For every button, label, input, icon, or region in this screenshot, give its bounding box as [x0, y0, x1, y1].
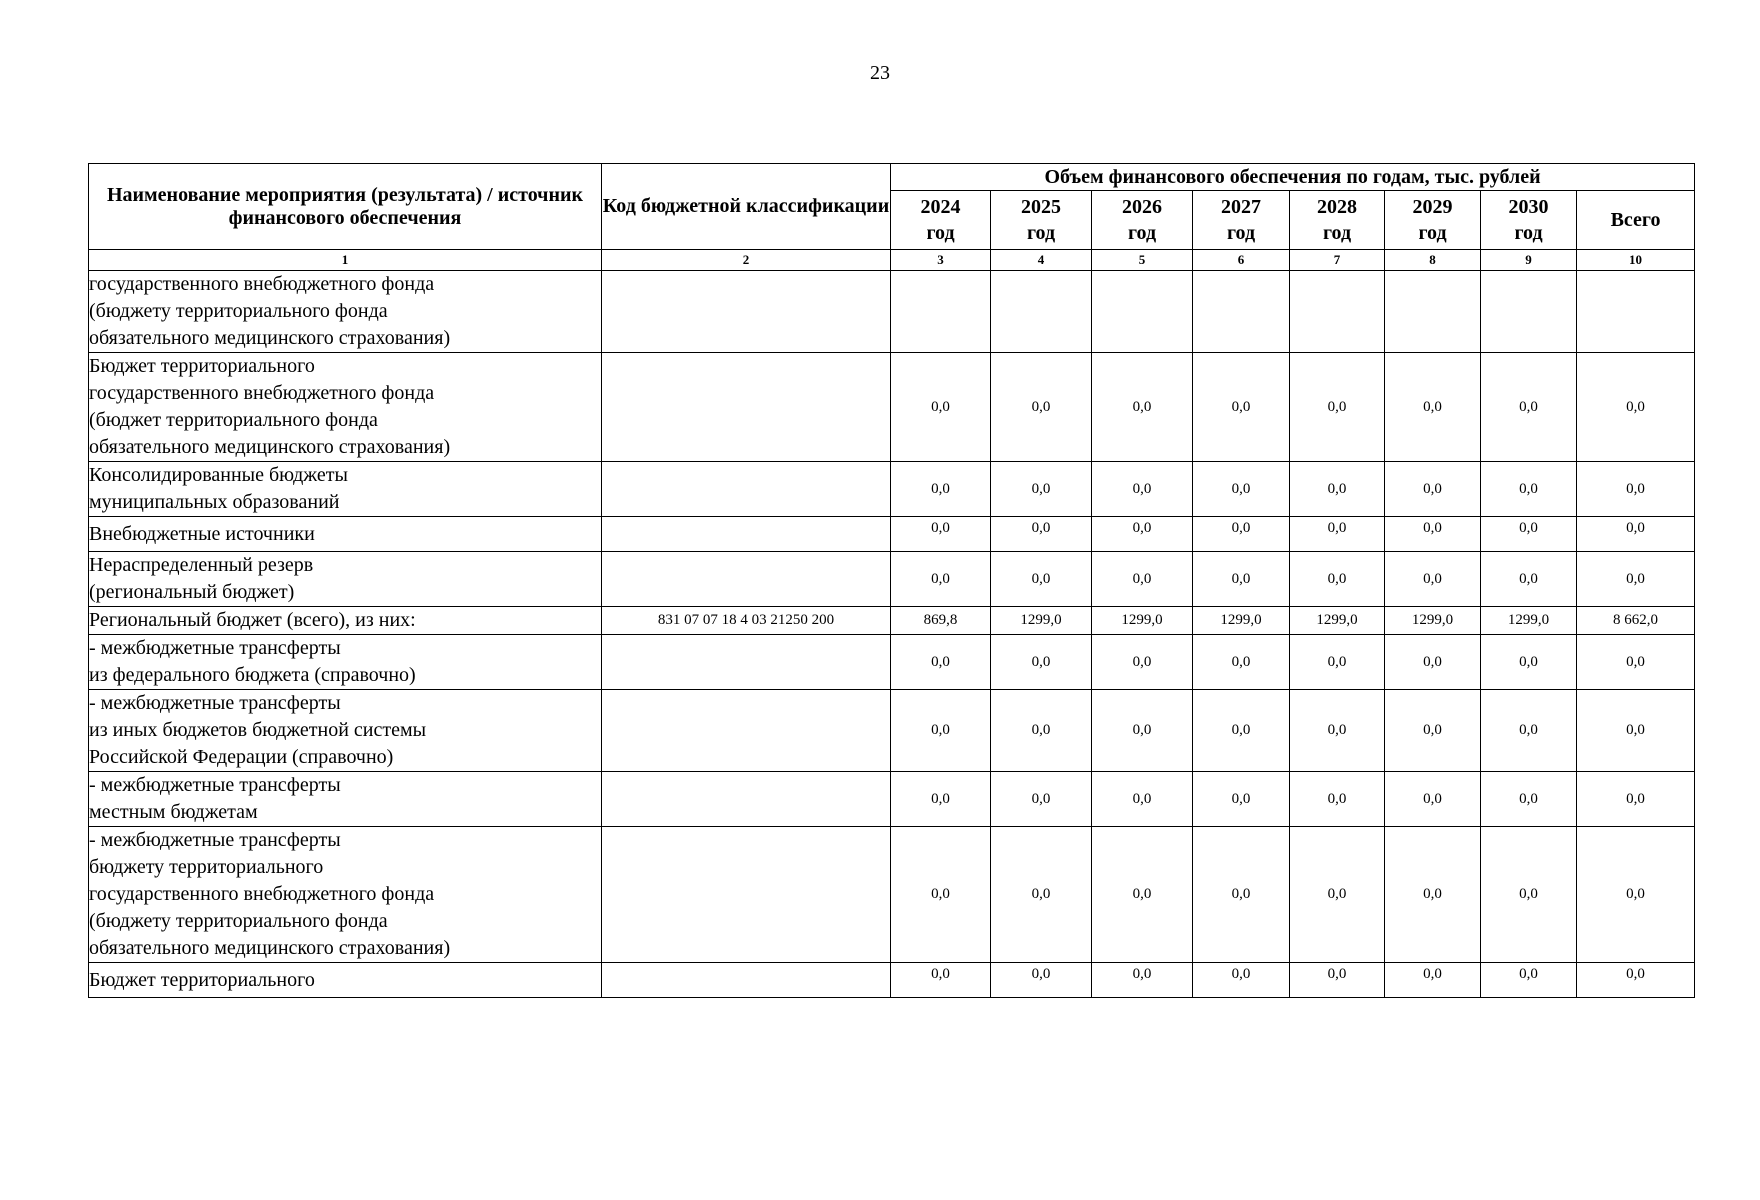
row-value: 869,8 — [891, 607, 991, 635]
row-value: 0,0 — [1193, 963, 1290, 998]
header-year-unit: год — [1514, 222, 1543, 244]
header-name: Наименование мероприятия (результата) / источник финансового обеспечения — [89, 164, 602, 250]
row-value: 1299,0 — [1481, 607, 1577, 635]
row-value-total: 0,0 — [1577, 772, 1695, 827]
row-name: Нераспределенный резерв (региональный бюджет) — [89, 552, 602, 607]
row-value: 0,0 — [991, 963, 1092, 998]
row-value-total: 0,0 — [1577, 353, 1695, 462]
row-value: 0,0 — [1385, 635, 1481, 690]
column-number: 7 — [1290, 250, 1385, 271]
table-row — [89, 827, 1695, 963]
row-value: 0,0 — [891, 353, 991, 462]
row-value: 1299,0 — [1385, 607, 1481, 635]
row-name: - межбюджетные трансферты бюджету территориального государственного внебюджетного фонда (бюджету территориального фонда обязательного медицинского страхования) — [89, 827, 602, 963]
row-value: 0,0 — [1385, 772, 1481, 827]
row-value: 0,0 — [1481, 462, 1577, 517]
header-year-2030 — [1481, 191, 1577, 250]
row-value: 0,0 — [1481, 772, 1577, 827]
row-value — [1290, 271, 1385, 353]
row-value — [1092, 271, 1193, 353]
row-value: 0,0 — [1193, 552, 1290, 607]
row-value: 0,0 — [891, 517, 991, 552]
column-number: 8 — [1385, 250, 1481, 271]
row-value: 0,0 — [1290, 552, 1385, 607]
page-number: 23 — [870, 62, 890, 84]
header-year-2024 — [891, 191, 991, 250]
row-name: Бюджет территориального — [89, 963, 602, 998]
row-value: 0,0 — [1385, 827, 1481, 963]
column-number: 10 — [1577, 250, 1695, 271]
row-value: 0,0 — [1481, 827, 1577, 963]
row-value: 0,0 — [1193, 690, 1290, 772]
row-value: 0,0 — [1481, 690, 1577, 772]
row-value: 0,0 — [1385, 462, 1481, 517]
row-value-total: 8 662,0 — [1577, 607, 1695, 635]
row-value: 0,0 — [991, 353, 1092, 462]
row-value: 0,0 — [1290, 963, 1385, 998]
table-row — [89, 271, 1695, 353]
row-value: 0,0 — [1290, 462, 1385, 517]
row-value: 0,0 — [1385, 963, 1481, 998]
header-row — [89, 164, 1695, 191]
header-year-unit: год — [1226, 222, 1256, 244]
header-year-unit: год — [926, 222, 955, 244]
table-row — [89, 552, 1695, 607]
row-value — [1385, 271, 1481, 353]
row-value-total: 0,0 — [1577, 462, 1695, 517]
header-year-unit: год — [1026, 222, 1056, 244]
row-value: 0,0 — [1193, 462, 1290, 517]
row-value: 0,0 — [891, 635, 991, 690]
row-value: 0,0 — [1290, 690, 1385, 772]
row-value: 0,0 — [891, 827, 991, 963]
row-code — [602, 271, 891, 353]
header-year-2029 — [1385, 191, 1481, 250]
row-value: 0,0 — [1481, 353, 1577, 462]
header-year-value: 2028 — [1317, 196, 1357, 218]
row-value: 0,0 — [991, 635, 1092, 690]
column-number: 4 — [991, 250, 1092, 271]
row-value: 1299,0 — [991, 607, 1092, 635]
row-value: 0,0 — [1193, 772, 1290, 827]
financing-table — [88, 163, 1695, 998]
row-value: 0,0 — [1092, 552, 1193, 607]
row-value: 0,0 — [1385, 353, 1481, 462]
row-value-total: 0,0 — [1577, 635, 1695, 690]
row-value: 1299,0 — [1193, 607, 1290, 635]
table-row — [89, 517, 1695, 552]
row-code: 831 07 07 18 4 03 21250 200 — [602, 607, 891, 635]
row-value: 0,0 — [1092, 963, 1193, 998]
row-name: - межбюджетные трансферты из федерального бюджета (справочно) — [89, 635, 602, 690]
row-name: Региональный бюджет (всего), из них: — [89, 607, 602, 635]
row-value: 0,0 — [1481, 635, 1577, 690]
row-value: 1299,0 — [1290, 607, 1385, 635]
row-value: 0,0 — [1290, 827, 1385, 963]
row-value: 0,0 — [1193, 635, 1290, 690]
table-body — [89, 271, 1695, 998]
row-code — [602, 827, 891, 963]
row-value — [991, 271, 1092, 353]
row-value: 0,0 — [991, 690, 1092, 772]
row-value: 0,0 — [891, 690, 991, 772]
table-row — [89, 690, 1695, 772]
table-row — [89, 462, 1695, 517]
row-code — [602, 552, 891, 607]
row-value: 0,0 — [891, 462, 991, 517]
row-value: 0,0 — [991, 552, 1092, 607]
row-value: 0,0 — [1385, 517, 1481, 552]
row-value — [891, 271, 991, 353]
row-value: 0,0 — [991, 772, 1092, 827]
row-value — [1481, 271, 1577, 353]
row-code — [602, 462, 891, 517]
row-value: 0,0 — [1092, 353, 1193, 462]
row-code — [602, 517, 891, 552]
header-code: Код бюджетной классификации — [602, 164, 891, 250]
row-value: 0,0 — [891, 963, 991, 998]
header-volume: Объем финансового обеспечения по годам, тыс. рублей — [891, 164, 1695, 191]
row-value: 0,0 — [1481, 963, 1577, 998]
row-name: Бюджет территориального государственного внебюджетного фонда (бюджет территориального фонда обязательного медицинского страхования) — [89, 353, 602, 462]
row-value: 0,0 — [1092, 517, 1193, 552]
header-year-value: 2030 — [1508, 196, 1549, 218]
column-number: 1 — [89, 250, 602, 271]
row-code — [602, 963, 891, 998]
table-row — [89, 963, 1695, 998]
row-value-total: 0,0 — [1577, 552, 1695, 607]
row-name: Консолидированные бюджеты муниципальных образований — [89, 462, 602, 517]
row-value: 0,0 — [1092, 772, 1193, 827]
row-value: 0,0 — [1092, 690, 1193, 772]
header-year-unit: год — [1418, 222, 1447, 244]
row-value: 0,0 — [991, 517, 1092, 552]
header-year-unit: год — [1127, 222, 1157, 244]
column-number: 3 — [891, 250, 991, 271]
row-value: 0,0 — [1193, 827, 1290, 963]
row-name: - межбюджетные трансферты из иных бюджетов бюджетной системы Российской Федерации (справочно) — [89, 690, 602, 772]
row-value: 0,0 — [1092, 827, 1193, 963]
header-year-2028 — [1290, 191, 1385, 250]
header-year-2025 — [991, 191, 1092, 250]
row-value: 0,0 — [1481, 552, 1577, 607]
row-value-total: 0,0 — [1577, 963, 1695, 998]
row-name: государственного внебюджетного фонда (бюджету территориального фонда обязательного медицинского страхования) — [89, 271, 602, 353]
row-value: 0,0 — [1481, 517, 1577, 552]
table-row — [89, 635, 1695, 690]
row-value: 0,0 — [1092, 635, 1193, 690]
table-row — [89, 607, 1695, 635]
table-row — [89, 772, 1695, 827]
row-value: 0,0 — [1385, 690, 1481, 772]
header-year-value: 2026 — [1122, 196, 1162, 218]
column-number: 2 — [602, 250, 891, 271]
column-number: 9 — [1481, 250, 1577, 271]
row-value: 0,0 — [891, 772, 991, 827]
row-value: 0,0 — [1193, 353, 1290, 462]
row-value-total: 0,0 — [1577, 827, 1695, 963]
column-numbers-row — [89, 250, 1695, 271]
row-value: 0,0 — [1290, 517, 1385, 552]
row-value: 1299,0 — [1092, 607, 1193, 635]
row-name: Внебюджетные источники — [89, 517, 602, 552]
row-value: 0,0 — [1290, 635, 1385, 690]
row-value: 0,0 — [891, 552, 991, 607]
header-year-2027 — [1193, 191, 1290, 250]
header-year-value: 2029 — [1412, 196, 1453, 218]
row-code — [602, 690, 891, 772]
column-number: 6 — [1193, 250, 1290, 271]
row-name: - межбюджетные трансферты местным бюджетам — [89, 772, 602, 827]
column-number: 5 — [1092, 250, 1193, 271]
row-value-total — [1577, 271, 1695, 353]
row-value-total: 0,0 — [1577, 690, 1695, 772]
row-code — [602, 635, 891, 690]
header-year-value: 2025 — [1021, 196, 1061, 218]
header-year-value: 2024 — [920, 196, 961, 218]
header-year-2026 — [1092, 191, 1193, 250]
header-year-value: 2027 — [1221, 196, 1261, 218]
header-year-unit: год — [1322, 222, 1352, 244]
table-row — [89, 353, 1695, 462]
row-value: 0,0 — [1385, 552, 1481, 607]
row-value: 0,0 — [1290, 353, 1385, 462]
row-value-total: 0,0 — [1577, 517, 1695, 552]
header-total: Всего — [1577, 191, 1695, 250]
row-value: 0,0 — [991, 827, 1092, 963]
row-code — [602, 772, 891, 827]
row-value: 0,0 — [1193, 517, 1290, 552]
row-value — [1193, 271, 1290, 353]
row-value: 0,0 — [1290, 772, 1385, 827]
row-value: 0,0 — [1092, 462, 1193, 517]
row-code — [602, 353, 891, 462]
row-value: 0,0 — [991, 462, 1092, 517]
